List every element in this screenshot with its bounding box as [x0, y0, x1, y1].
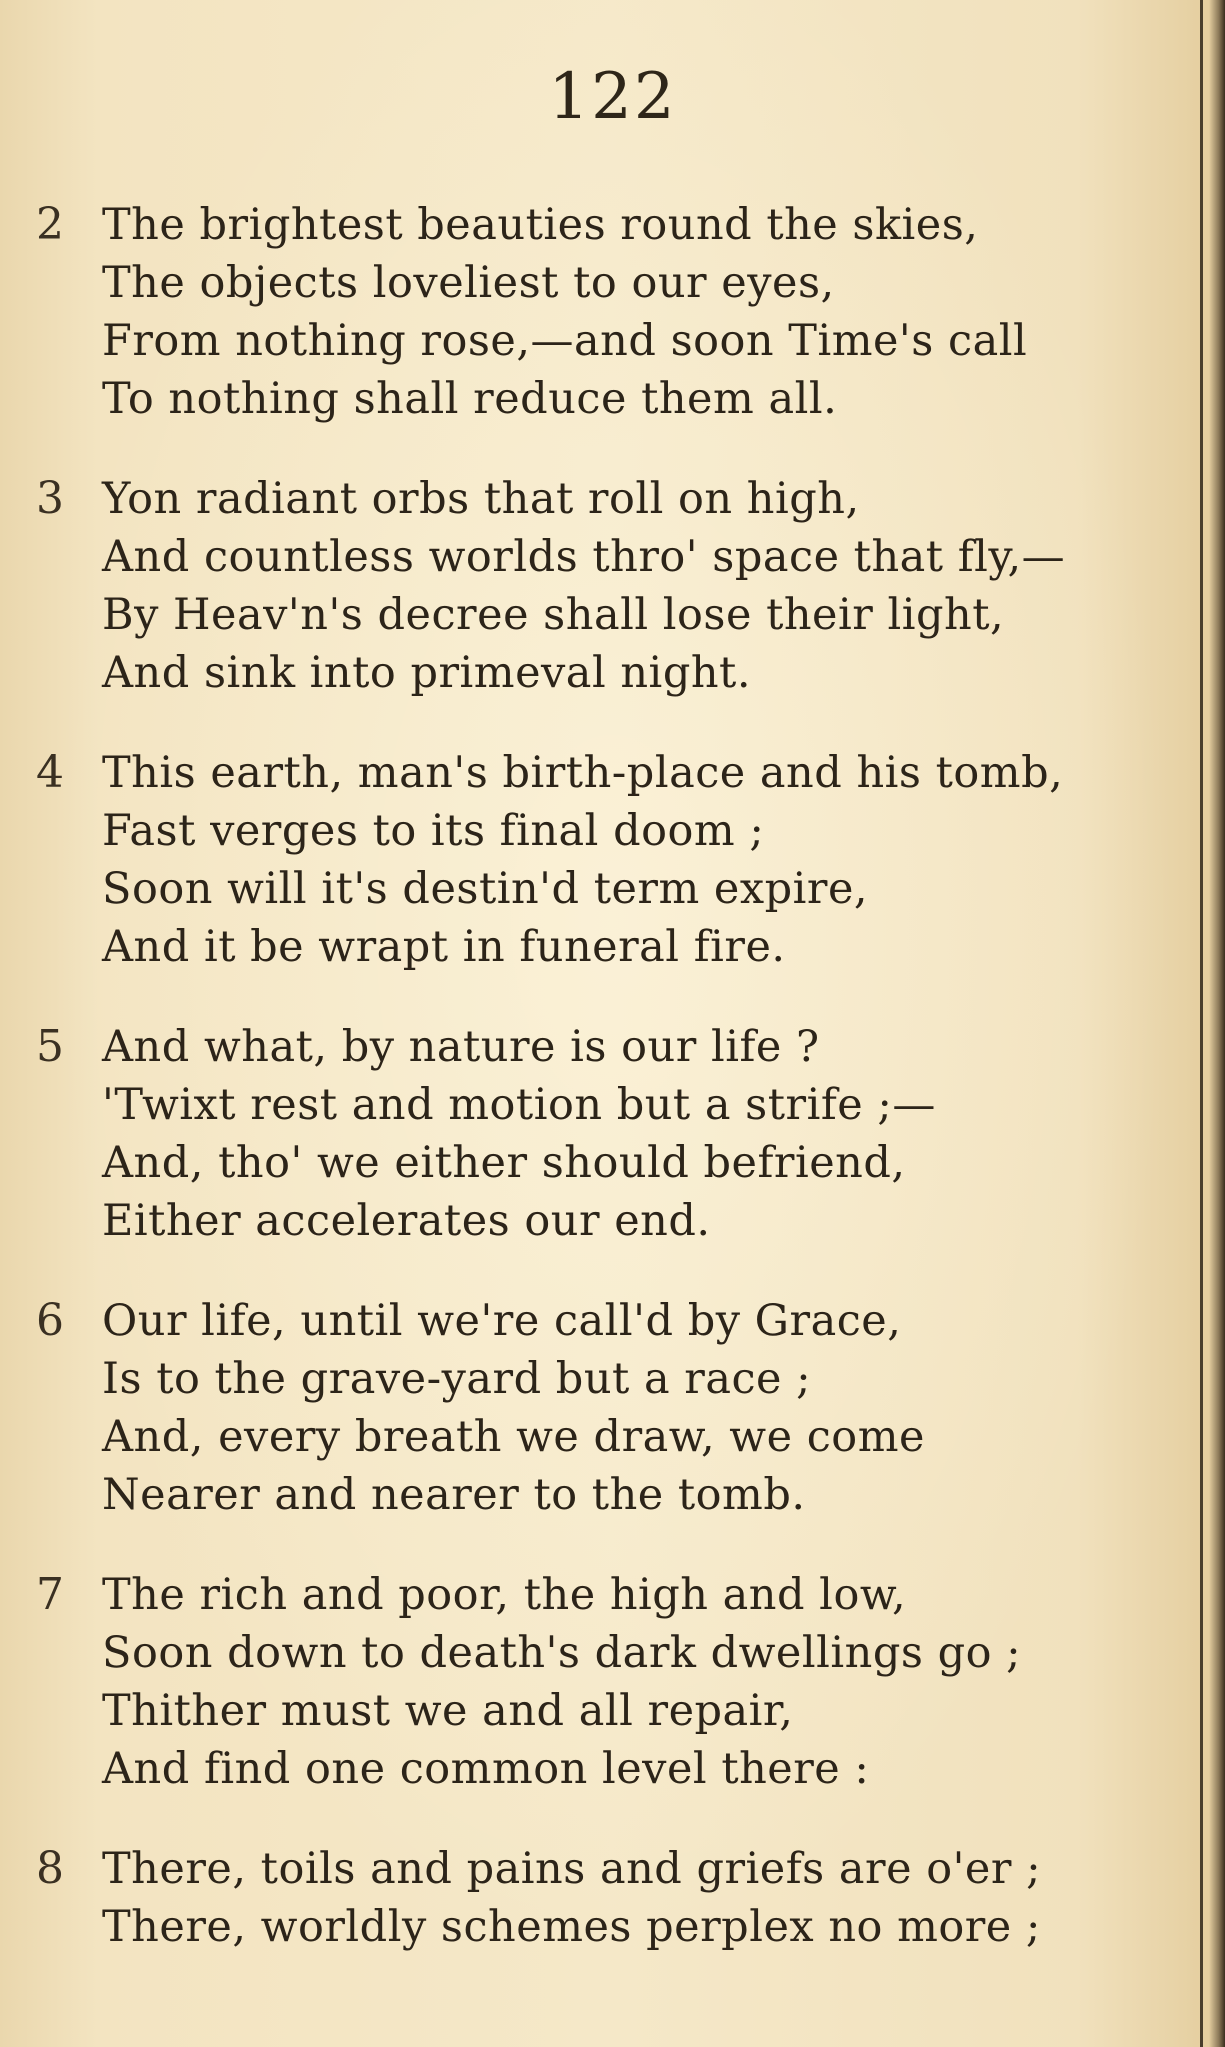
- verse-line: The rich and poor, the high and low,: [102, 1570, 907, 1620]
- verse-line: And sink into primeval night.: [102, 648, 751, 698]
- verse-number: 4: [36, 747, 64, 798]
- verse-line: And find one common level there :: [102, 1744, 870, 1794]
- verse-line: The brightest beauties round the skies,: [102, 200, 979, 250]
- verse-line: Either accelerates our end.: [102, 1196, 711, 1246]
- verse-line: Nearer and nearer to the tomb.: [102, 1470, 806, 1520]
- verse-line: 'Twixt rest and motion but a strife ;—: [102, 1080, 936, 1130]
- verse-lines: [102, 1292, 1196, 1524]
- verse-line: The objects loveliest to our eyes,: [102, 258, 835, 308]
- verse-line: By Heav'n's decree shall lose their light,: [102, 590, 1005, 640]
- verse-number: 7: [36, 1569, 64, 1620]
- verse: [36, 744, 1196, 976]
- verse-line: There, worldly schemes perplex no more ;: [102, 1902, 1041, 1952]
- verse-number: 8: [36, 1843, 64, 1894]
- verse: [36, 1840, 1196, 1956]
- verse: [36, 1292, 1196, 1524]
- verse-line: Fast verges to its final doom ;: [102, 806, 765, 856]
- verse-line: There, toils and pains and griefs are o'er ;: [102, 1844, 1042, 1894]
- verse-number: 5: [36, 1021, 64, 1072]
- verse-number: 6: [36, 1295, 64, 1346]
- verse: [36, 196, 1196, 428]
- page-number: 122: [548, 60, 677, 134]
- verse-line: From nothing rose,—and soon Time's call: [102, 316, 1028, 366]
- binding-line: [1200, 0, 1203, 2047]
- verse-line: And it be wrapt in funeral fire.: [102, 922, 786, 972]
- verse-line: Is to the grave-yard but a race ;: [102, 1354, 812, 1404]
- verse: [36, 1018, 1196, 1250]
- verse-number: 3: [36, 473, 64, 524]
- verse-line: To nothing shall reduce them all.: [102, 374, 838, 424]
- verse-line: Soon will it's destin'd term expire,: [102, 864, 869, 914]
- verse-number: 2: [36, 199, 64, 250]
- verse-line: Thither must we and all repair,: [102, 1686, 794, 1736]
- verse: [36, 1566, 1196, 1798]
- verse-lines: [102, 470, 1196, 702]
- verse-lines: [102, 1566, 1196, 1798]
- verse: [36, 470, 1196, 702]
- verse-lines: [102, 1840, 1196, 1956]
- verse-line: Yon radiant orbs that roll on high,: [102, 474, 860, 524]
- page-edge-shadow: [1209, 0, 1225, 2047]
- hymn-verses: [36, 196, 1196, 1998]
- verse-line: Soon down to death's dark dwellings go ;: [102, 1628, 1022, 1678]
- verse-line: And countless worlds thro' space that fly,—: [102, 532, 1066, 582]
- verse-line: And, every breath we draw, we come: [102, 1412, 925, 1462]
- verse-line: Our life, until we're call'd by Grace,: [102, 1296, 902, 1346]
- verse-lines: [102, 744, 1196, 976]
- verse-lines: [102, 196, 1196, 428]
- verse-line: And what, by nature is our life ?: [102, 1022, 820, 1072]
- verse-line: And, tho' we either should befriend,: [102, 1138, 906, 1188]
- verse-lines: [102, 1018, 1196, 1250]
- verse-line: This earth, man's birth-place and his tomb,: [102, 748, 1064, 798]
